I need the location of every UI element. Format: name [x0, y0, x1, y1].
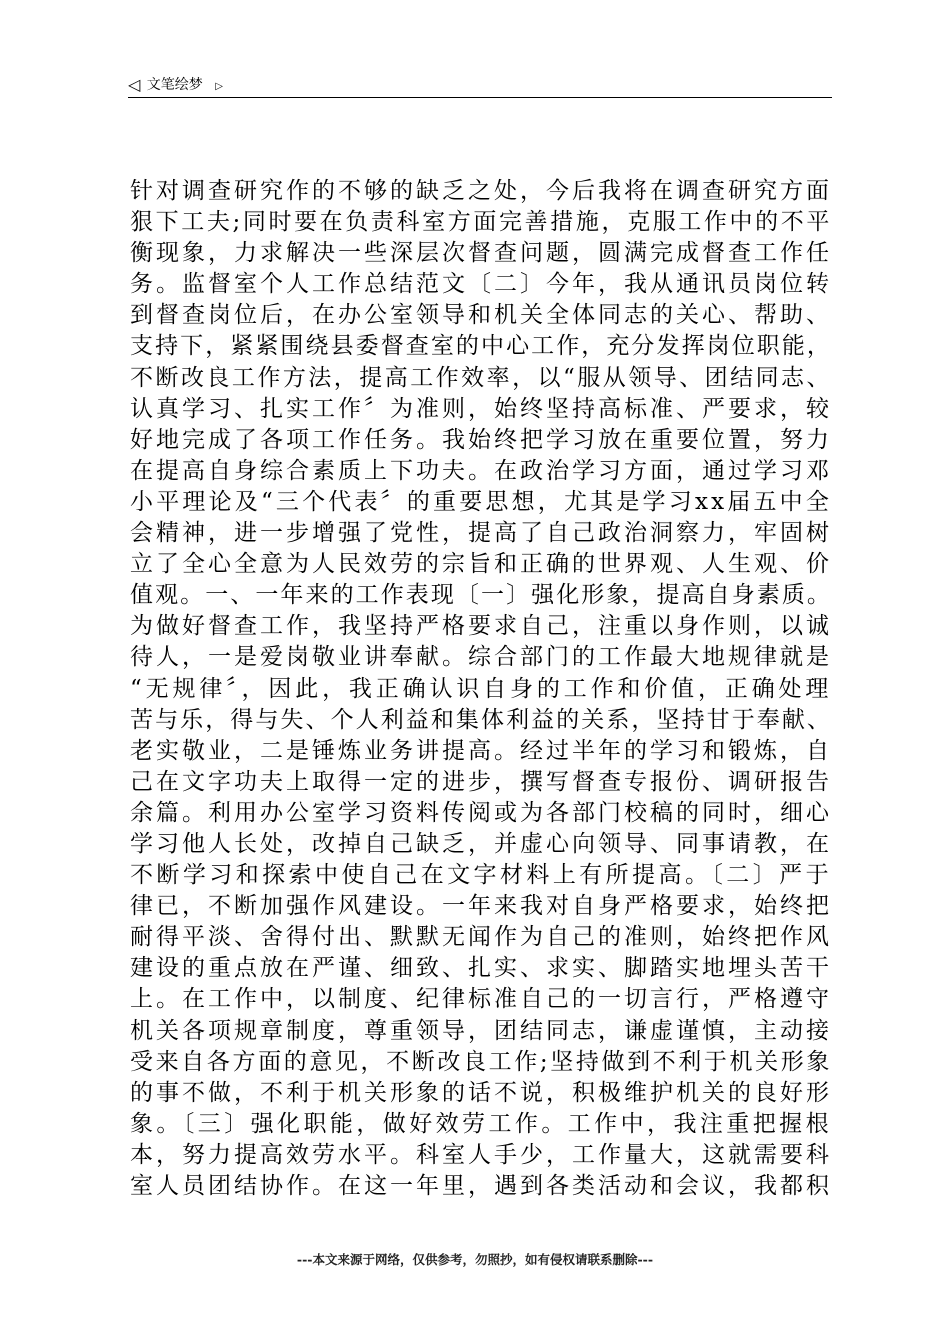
- body-line: 好地完成了各项工作任务。我始终把学习放在重要位置，努力: [130, 426, 832, 453]
- footer-disclaimer: ---本文来源于网络，仅供参考，勿照抄，如有侵权请联系删除---: [296, 1252, 654, 1267]
- page-header: [128, 74, 832, 96]
- body-line: 受来自各方面的意见，不断改良工作;坚持做到不利于机关形象: [130, 1048, 832, 1075]
- body-line: “无规律〞，因此，我正确认识自身的工作和价值，正确处理: [130, 675, 832, 702]
- body-line: 支持下，紧紧围绕县委督查室的中心工作，充分发挥岗位职能，: [130, 333, 832, 360]
- body-line: 立了全心全意为人民效劳的宗旨和正确的世界观、人生观、价: [130, 551, 832, 578]
- body-line: 学习他人长处，改掉自己缺乏，并虚心向领导、同事请教，在: [130, 830, 832, 857]
- body-line: 在提高自身综合素质上下功夫。在政治学习方面，通过学习邓: [130, 457, 832, 484]
- body-line: 建设的重点放在严谨、细致、扎实、求实、脚踏实地埋头苦干: [130, 955, 832, 982]
- body-line: 律已，不断加强作风建设。一年来我对自身严格要求，始终把: [130, 893, 832, 920]
- body-line: 值观。一、一年来的工作表现〔一〕强化形象，提高自身素质。: [130, 582, 832, 609]
- body-line: 机关各项规章制度，尊重领导，团结同志，谦虚谨慎，主动接: [130, 1017, 832, 1044]
- body-line: 老实敬业，二是锤炼业务讲提高。经过半年的学习和锻炼，自: [130, 737, 832, 764]
- body-line: 不断改良工作方法，提高工作效率，以“服从领导、团结同志、: [130, 364, 832, 391]
- body-line: 的事不做，不利于机关形象的话不说，积极维护机关的良好形: [130, 1079, 832, 1106]
- body-line: 小平理论及“三个代表〞的重要思想，尤其是学习xx届五中全: [130, 488, 832, 515]
- body-line: 针对调查研究作的不够的缺乏之处，今后我将在调查研究方面: [130, 178, 832, 204]
- body-line: 认真学习、扎实工作〞为准则，始终坚持高标准、严要求，较: [130, 395, 832, 422]
- body-line: 苦与乐，得与失、个人利益和集体利益的关系，坚持甘于奉献、: [130, 706, 832, 733]
- body-line: 会精神，进一步增强了党性，提高了自己政治洞察力，牢固树: [130, 520, 832, 547]
- body-line: 狠下工夫;同时要在负责科室方面完善措施，克服工作中的不平: [130, 209, 832, 236]
- body-line: 不断学习和探索中使自己在文字材料上有所提高。〔二〕严于: [130, 862, 832, 889]
- body-line: 象。〔三〕强化职能，做好效劳工作。工作中，我注重把握根: [130, 1110, 832, 1137]
- body-text: [130, 176, 832, 1202]
- body-line: 衡现象，力求解决一些深层次督查问题，圆满完成督查工作任: [130, 240, 832, 267]
- body-line: 本，努力提高效劳水平。科室人手少，工作量大，这就需要科: [130, 1141, 832, 1168]
- body-line: 到督查岗位后，在办公室领导和机关全体同志的关心、帮助、: [130, 302, 832, 329]
- body-line: 上。在工作中，以制度、纪律标准自己的一切言行，严格遵守: [130, 986, 832, 1013]
- triangle-left-icon: ◁: [128, 75, 141, 94]
- header-divider: [128, 97, 832, 98]
- body-line: 耐得平淡、舍得付出、默默无闻作为自己的准则，始终把作风: [130, 924, 832, 951]
- body-line: 为做好督查工作，我坚持严格要求自己，注重以身作则，以诚: [130, 613, 832, 640]
- triangle-right-icon: ▷: [215, 81, 223, 92]
- body-line: 务。监督室个人工作总结范文〔二〕今年，我从通讯员岗位转: [130, 271, 832, 298]
- header-brand: 文笔绘梦: [146, 77, 203, 93]
- body-line: 余篇。利用办公室学习资料传阅或为各部门校稿的同时，细心: [130, 799, 832, 826]
- body-line: 室人员团结协作。在这一年里，遇到各类活动和会议，我都积: [130, 1173, 832, 1199]
- body-line: 待人，一是爱岗敬业讲奉献。综合部门的工作最大地规律就是: [130, 644, 832, 671]
- body-line: 己在文字功夫上取得一定的进步，撰写督查专报份、调研报告: [130, 768, 832, 795]
